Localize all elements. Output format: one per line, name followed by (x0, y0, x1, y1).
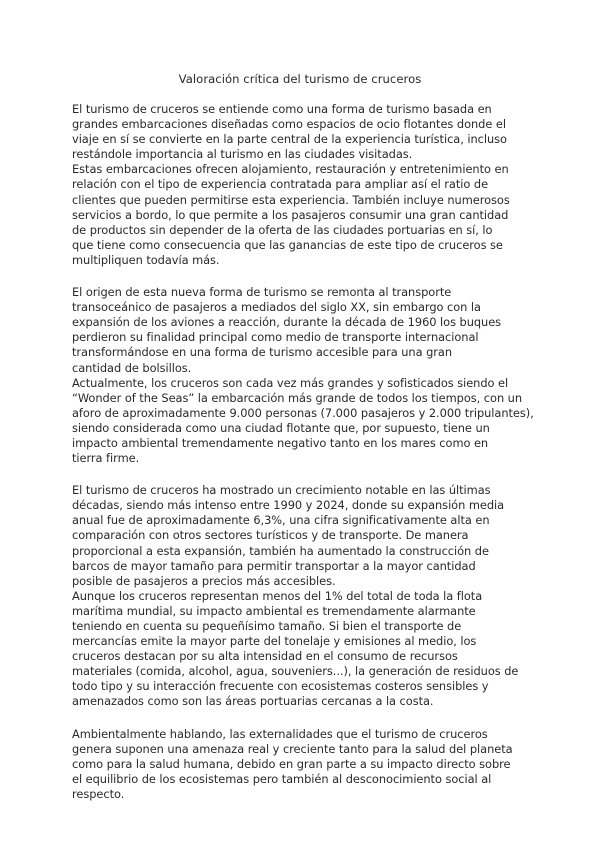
text-line: aforo de aproximadamente 9.000 personas (7.000 pasajeros y 2.000 tripulantes), (72, 405, 534, 420)
text-line: Estas embarcaciones ofrecen alojamiento, restauración y entretenimiento en (72, 162, 509, 177)
text-line: el equilibrio de los ecosistemas pero también al desconocimiento social al (72, 771, 492, 786)
text-line: multipliquen todavía más. (72, 252, 220, 267)
document-title: Valoración crítica del turismo de cruceros (178, 72, 422, 86)
text-line: grandes embarcaciones diseñadas como espacios de ocio flotantes donde el (72, 117, 506, 132)
text-line: como para la salud humana, debido en gran parte a su impacto directo sobre (72, 756, 511, 771)
text-line: relación con el tipo de experiencia contratada para ampliar así el ratio de (72, 177, 489, 192)
text-line: marítima mundial, su impacto ambiental es tremendamente alarmante (72, 603, 476, 618)
text-line: servicios a bordo, lo que permite a los pasajeros consumir una gran cantidad (72, 207, 509, 222)
text-line: impacto ambiental tremendamente negativo tanto en los mares como en (72, 435, 489, 450)
text-line: tierra firme. (72, 451, 140, 466)
text-line: El origen de esta nueva forma de turismo se remonta al transporte (72, 285, 452, 300)
text-line: amenazados como son las áreas portuarias cercanas a la costa. (72, 694, 434, 709)
text-line: respecto. (72, 786, 125, 801)
text-line: clientes que pueden permitirse esta experiencia. También incluye numerosos (72, 192, 510, 207)
text-line: que tiene como consecuencia que las ganancias de este tipo de cruceros se (72, 237, 503, 252)
text-line: teniendo en cuenta su pequeñísimo tamaño. Si bien el transporte de (72, 619, 462, 633)
paragraph-1 (72, 102, 534, 268)
text-line: comparación con otros sectores turísticos y de transporte. De manera (72, 528, 469, 543)
text-line: cantidad de bolsillos. (72, 360, 192, 375)
text-line: El turismo de cruceros ha mostrado un crecimiento notable en las últimas (72, 483, 491, 498)
text-line: anual fue de aproximadamente 6,3%, una cifra significativamente alta en (72, 513, 490, 528)
text-line: materiales (comida, alcohol, agua, souveniers...), la generación de residuos de (72, 664, 519, 679)
text-line: mercancías emite la mayor parte del tonelaje y emisiones al medio, los (72, 634, 477, 649)
text-line: todo tipo y su interacción frecuente con ecosistemas costeros sensibles y (72, 679, 489, 694)
text-line: expansión de los aviones a reacción, durante la década de 1960 los buques (72, 315, 502, 330)
text-line: décadas, siendo más intenso entre 1990 y 2024, donde su expansión media (72, 498, 505, 513)
paragraph-4 (72, 727, 534, 802)
text-line: Ambientalmente hablando, las externalidades que el turismo de cruceros (72, 726, 488, 741)
text-line: posible de pasajeros a precios más accesibles. (72, 573, 336, 588)
text-line: barcos de mayor tamaño para permitir transportar a la mayor cantidad (72, 558, 476, 573)
paragraph-3 (72, 483, 534, 709)
text-line: Actualmente, los cruceros son cada vez más grandes y sofisticados siendo el (72, 375, 509, 390)
text-line: proporcional a esta expansión, también ha aumentado la construcción de (72, 543, 489, 558)
text-line: viaje en sí se convierte en la parte central de la experiencia turística, incluso (72, 132, 507, 147)
document-body (72, 102, 534, 819)
text-line: siendo considerada como una ciudad flotante que, por supuesto, tiene un (72, 420, 490, 435)
text-line: transformándose en una forma de turismo accesible para una gran (72, 345, 452, 360)
text-line: Aunque los cruceros representan menos del 1% del total de toda la flota (72, 588, 483, 603)
text-line: perdieron su finalidad principal como medio de transporte internacional (72, 330, 479, 345)
text-line: genera suponen una amenaza real y creciente tanto para la salud del planeta (72, 741, 513, 756)
text-line: transoceánico de pasajeros a mediados del siglo XX, sin embargo con la (72, 300, 481, 315)
paragraph-2 (72, 285, 534, 466)
text-line: “Wonder of the Seas” la embarcación más grande de todos los tiempos, con un (72, 390, 523, 405)
text-line: restándole importancia al turismo en las ciudades visitadas. (72, 147, 413, 162)
text-line: cruceros destacan por su alta intensidad en el consumo de recursos (72, 649, 458, 664)
text-line: El turismo de cruceros se entiende como una forma de turismo basada en (72, 102, 492, 116)
text-line: de productos sin depender de la oferta de las ciudades portuarias en sí, lo (72, 222, 493, 237)
